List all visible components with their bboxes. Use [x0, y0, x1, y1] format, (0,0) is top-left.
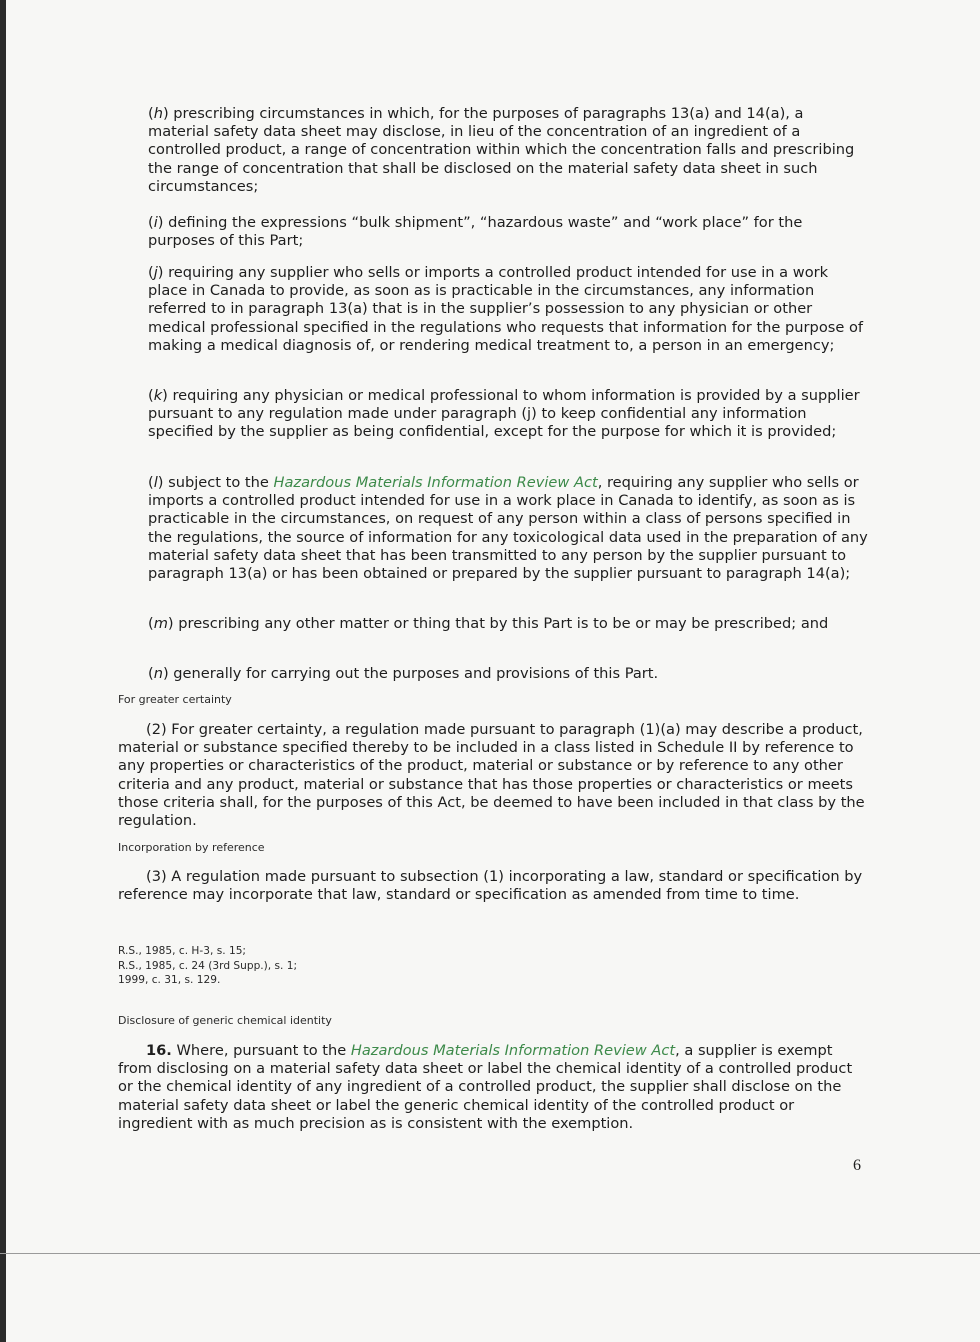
para-m-text: ) prescribing any other matter or thing that by this Part is to be or may be prescribed; and	[167, 615, 829, 632]
section-16-number: 16.	[146, 1042, 172, 1059]
paragraph-h: (h) prescribing circumstances in which, for the purposes of paragraphs 13(a) and 14(a), a material safety data sheet may disclose, in lieu of the concentration of an ingredient of a controlled product, a range of concentration within which the concentration falls and prescribing the range of concentration that shall be disclosed on the material safety data sheet in such circumstances;	[148, 105, 855, 195]
paragraph-m: (m) prescribing any other matter or thing that by this Part is to be or may be prescribed; and	[148, 615, 829, 632]
page-number: 6	[853, 1157, 861, 1174]
page-bottom-rule	[0, 1253, 980, 1254]
para-n-text: ) generally for carrying out the purposes and provisions of this Part.	[162, 665, 659, 682]
para-l-text-before: ) subject to the	[157, 474, 274, 491]
citation-line: R.S., 1985, c. H-3, s. 15;	[118, 945, 246, 957]
para-h-text: ) prescribing circumstances in which, for the purposes of paragraphs 13(a) and 14(a), a material safety data sheet may disclose, in lieu of the concentration of an ingredient of a controlled product, a range of concentration within which the concentration falls and prescribing the range of concentration that shall be disclosed on the material safety data sheet in such circumstances;	[148, 105, 855, 195]
hmira-link-2[interactable]: Hazardous Materials Information Review Act	[350, 1042, 676, 1059]
paragraph-i: (i) defining the expressions “bulk shipment”, “hazardous waste” and “work place” for the purposes of this Part;	[148, 214, 803, 250]
para-l-text-after: , requiring any supplier who sells or imports a controlled product intended for use in a work place in Canada to identify, as soon as is practicable in the circumstances, on request of any person within a class of persons specified in the regulations, the source of information for any toxicological data used in the preparation of any material safety data sheet that has been transmitted to any person by the supplier pursuant to paragraph 13(a) or has been obtained or prepared by the supplier pursuant to paragraph 14(a);	[148, 474, 868, 583]
subsection-3: (3) A regulation made pursuant to subsection (1) incorporating a law, standard or specification by reference may incorporate that law, standard or specification as amended from time to time.	[118, 868, 863, 904]
paragraph-j: (j) requiring any supplier who sells or imports a controlled product intended for use in a work place in Canada to provide, as soon as is practicable in the circumstances, any information referred to in paragraph 13(a) that is in the supplier’s possession to any physician or other medical professional specified in the regulations who requests that information for the purpose of making a medical diagnosis of, or rendering medical treatment to, a person in an emergency;	[148, 264, 864, 354]
paragraph-n: (n) generally for carrying out the purposes and provisions of this Part.	[148, 665, 659, 682]
para-i-text: ) defining the expressions “bulk shipment”, “hazardous waste” and “work place” for the purposes of this Part;	[148, 214, 803, 250]
para-k-text: ) requiring any physician or medical professional to whom information is provided by a supplier pursuant to any regulation made under paragraph (j) to keep confidential any information specified by the supplier as being confidential, except for the purpose for which it is provided;	[148, 387, 860, 441]
para-n-label: n	[153, 665, 163, 682]
marginal-note-disclosure: Disclosure of generic chemical identity	[118, 1014, 332, 1027]
citation-line: 1999, c. 31, s. 129.	[118, 974, 221, 987]
para-k-label: k	[153, 387, 163, 404]
marginal-note-incorporation: Incorporation by reference	[118, 841, 265, 854]
section-16-text-after: , a supplier is exempt from disclosing on a material safety data sheet or label the chemical identity of a controlled product or the chemical identity of any ingredient of a controlled product, the supplier shall disclose on the material safety data sheet or label the generic chemical identity of the controlled product or ingredient with as much precision as is consistent with the exemption.	[118, 1042, 853, 1132]
section-16-text-before: Where, pursuant to the	[171, 1042, 351, 1059]
section-16	[118, 1042, 866, 1133]
page-left-edge	[0, 0, 6, 1342]
citation-block	[118, 944, 297, 988]
subsection-2: (2) For greater certainty, a regulation made pursuant to paragraph (1)(a) may describe a product, material or substance specified thereby to be included in a class listed in Schedule II by reference to any properties or characteristics of the product, material or substance or by reference to any other criteria and any product, material or substance that has those properties or characteristics or meets those criteria shall, for the purposes of this Act, be deemed to have been included in that class by the regulation.	[118, 721, 865, 830]
citation-line: R.S., 1985, c. 24 (3rd Supp.), s. 1;	[118, 959, 298, 972]
hmira-link[interactable]: Hazardous Materials Information Review Act	[273, 474, 598, 491]
para-h-label: h	[153, 105, 163, 122]
para-m-label: m	[153, 615, 168, 632]
para-j-text: ) requiring any supplier who sells or imports a controlled product intended for use in a work place in Canada to provide, as soon as is practicable in the circumstances, any information referred to in paragraph 13(a) that is in the supplier’s possession to any physician or other medical professional specified in the regulations who requests that information for the purpose of making a medical diagnosis of, or rendering medical treatment to, a person in an emergency;	[148, 264, 864, 354]
marginal-note-greater-certainty: For greater certainty	[118, 693, 232, 706]
paragraph-l: (l) subject to the Hazardous Materials Information Review Act, requiring any supplier who sells or imports a controlled product intended for use in a work place in Canada to identify, as soon as is practicable in the circumstances, on request of any person within a class of persons specified in the regulations, the source of information for any toxicological data used in the preparation of any material safety data sheet that has been transmitted to any person by the supplier pursuant to paragraph 13(a) or has been obtained or prepared by the supplier pursuant to paragraph 14(a);	[148, 474, 868, 583]
paragraph-k: (k) requiring any physician or medical professional to whom information is provided by a supplier pursuant to any regulation made under paragraph (j) to keep confidential any information specified by the supplier as being confidential, except for the purpose for which it is provided;	[148, 387, 860, 441]
para-j-label: j	[153, 264, 158, 281]
para-l-label: l	[153, 474, 158, 491]
para-i-label: i	[153, 214, 158, 231]
